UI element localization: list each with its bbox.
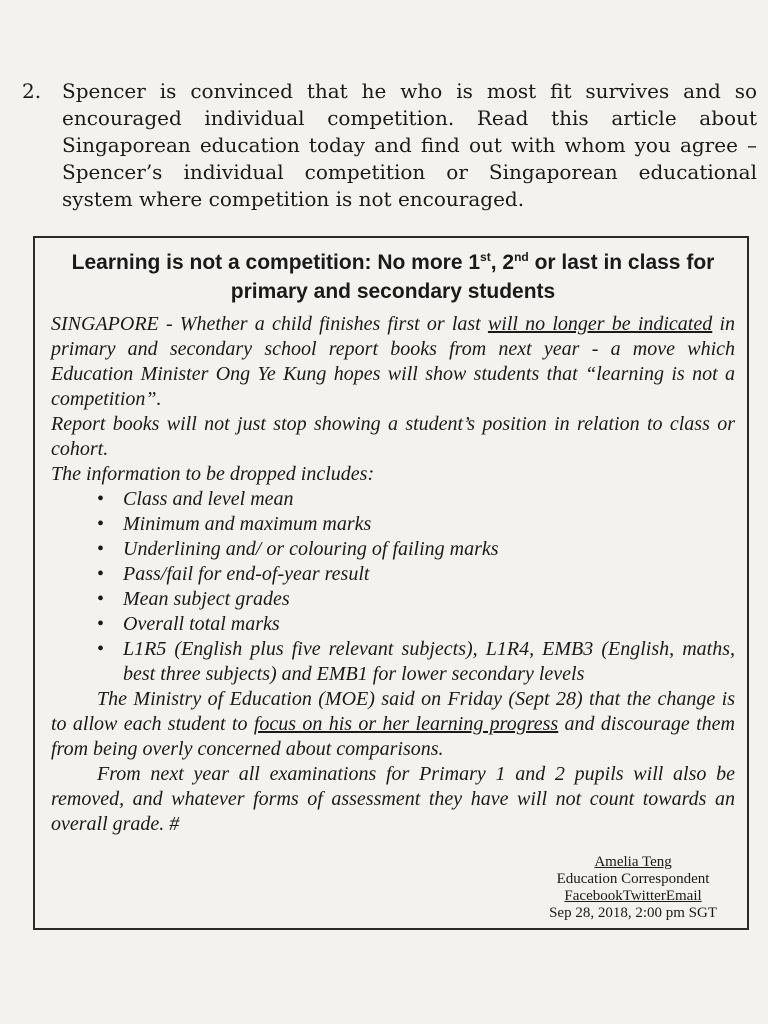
bullet-icon: •: [97, 488, 105, 510]
list-item: • Overall total marks: [97, 613, 280, 635]
article-box: [33, 236, 749, 930]
headline-part: Learning is not a competition: No more 1: [71, 251, 481, 274]
article-paragraph: Report books will not just stop showing a student’s position in relation to class or cohort.: [51, 413, 735, 460]
headline-part: , 2: [490, 251, 515, 274]
list-item: • Minimum and maximum marks: [97, 513, 372, 535]
list-item: • Class and level mean: [97, 488, 294, 510]
question-number: 2.: [22, 79, 42, 103]
article-paragraph: The information to be dropped includes:: [51, 463, 375, 485]
article-headline: [51, 248, 735, 306]
bullet-icon: •: [97, 563, 105, 585]
list-item: • L1R5 (English plus five relevant subjects), L1R4, EMB3 (English, maths, best three subjects) and EMB1 for lower secondary levels: [97, 638, 735, 685]
bullet-icon: •: [97, 638, 105, 660]
byline: [549, 854, 717, 922]
author-role: Education Correspondent: [556, 871, 710, 887]
article-paragraph: From next year all examinations for Primary 1 and 2 pupils will also be removed, and whatever forms of assessment they have will not count towards an overall grade. #: [51, 763, 735, 835]
question: [22, 78, 757, 213]
article-paragraph: The Ministry of Education (MOE) said on Friday (Sept 28) that the change is to allow each student to focus on his or her learning progress and discourage them from being overly concerned about comparisons.: [51, 688, 735, 760]
underlined-phrase: focus on his or her learning progress: [253, 713, 559, 735]
bullet-icon: •: [97, 513, 105, 535]
publish-date: Sep 28, 2018, 2:00 pm SGT: [549, 905, 717, 921]
bullet-icon: •: [97, 613, 105, 635]
list-item: • Underlining and/ or colouring of failing marks: [97, 538, 499, 560]
question-text: Spencer is convinced that he who is most fit survives and so encouraged individual competition. Read this article about Singaporean education today and find out with whom you agree – Spencer’s individual competition or Singaporean educational system where competition is not encouraged.: [62, 79, 757, 211]
headline-superscript: st: [480, 250, 491, 264]
article-paragraph: SINGAPORE - Whether a child finishes first or last will no longer be indicated in primary and secondary school report books from next year - a move which Education Minister Ong Ye Kung hopes will show students that “learning is not a competition”.: [51, 313, 736, 410]
list-item: • Pass/fail for end-of-year result: [97, 563, 370, 585]
bullet-icon: •: [97, 538, 105, 560]
article-body: [51, 312, 735, 837]
dropped-info-list: [51, 487, 735, 687]
share-links: FacebookTwitterEmail: [564, 888, 702, 904]
bullet-icon: •: [97, 588, 105, 610]
list-item: • Mean subject grades: [97, 588, 290, 610]
headline-superscript: nd: [514, 250, 529, 264]
author-name: Amelia Teng: [594, 854, 672, 870]
headline-part: or last in class for primary and secondary students: [230, 251, 715, 303]
underlined-phrase: will no longer be indicated: [487, 313, 713, 335]
